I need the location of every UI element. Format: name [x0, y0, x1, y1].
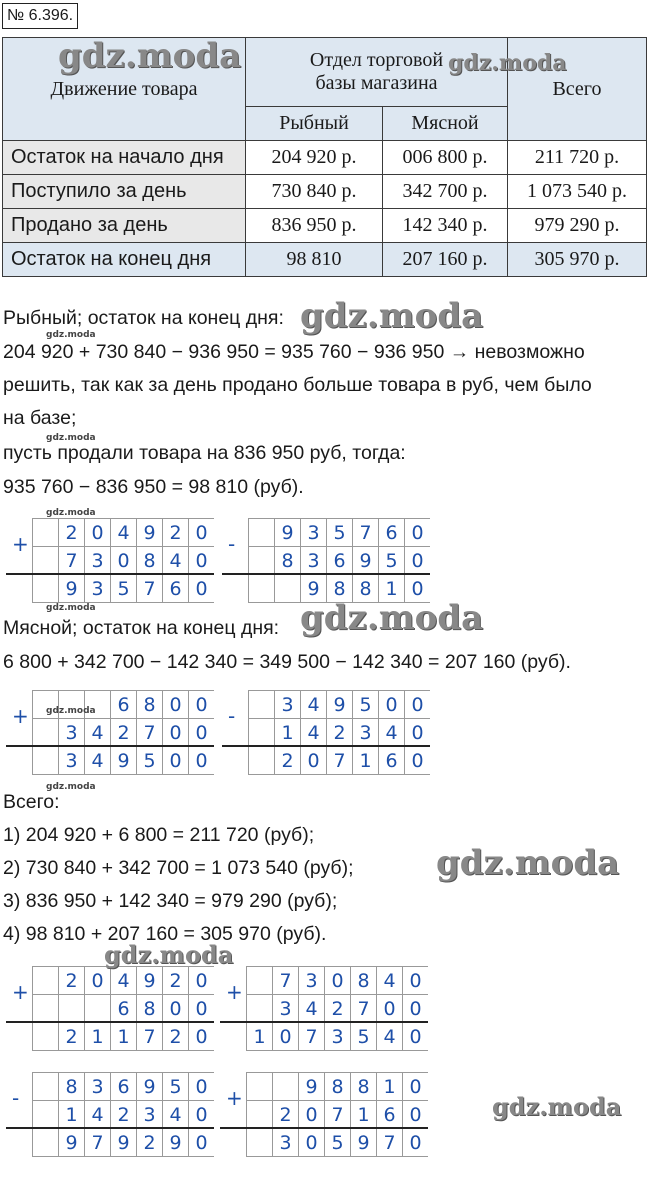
- digit-cell: 3: [84, 574, 110, 602]
- digit-cell: 3: [58, 746, 84, 774]
- digit-cell: 1: [274, 718, 300, 746]
- digit-cell: 7: [58, 546, 84, 574]
- digit-cell: 4: [298, 994, 324, 1022]
- digit-cell: 7: [136, 574, 162, 602]
- cell-meat: 006 800 р.: [383, 141, 508, 175]
- digit-cell: 8: [136, 994, 162, 1022]
- result-line: [6, 1127, 214, 1129]
- digit-cell: 7: [324, 1100, 350, 1128]
- digit-cell: 4: [376, 1022, 402, 1050]
- digit-cell: 0: [404, 546, 430, 574]
- text-line: 6 800 + 342 700 − 142 340 = 349 500 − 142 340 = 207 160 (руб).: [3, 651, 571, 673]
- digit-cell: [32, 1072, 58, 1100]
- digit-cell: 2: [58, 518, 84, 546]
- watermark-small: gdz.moda: [46, 508, 96, 518]
- digit-cell: 6: [378, 746, 404, 774]
- digit-cell: 5: [136, 746, 162, 774]
- digit-cell: 3: [300, 546, 326, 574]
- digit-cell: 3: [324, 1022, 350, 1050]
- digit-cell: [32, 966, 58, 994]
- header-movement: Движение товара: [3, 38, 246, 141]
- digit-cell: 3: [58, 718, 84, 746]
- digit-cell: 5: [162, 1072, 188, 1100]
- digit-cell: [274, 574, 300, 602]
- digit-cell: 9: [110, 746, 136, 774]
- digit-cell: 7: [376, 1128, 402, 1156]
- digit-cell: 0: [402, 1128, 428, 1156]
- digit-cell: 7: [298, 1022, 324, 1050]
- digit-cell: [246, 1100, 272, 1128]
- digit-cell: 4: [84, 718, 110, 746]
- watermark: gdz.moda: [492, 1092, 622, 1121]
- digit-cell: 4: [376, 966, 402, 994]
- minus-sign: -: [12, 1086, 20, 1110]
- digit-cell: 2: [58, 1022, 84, 1050]
- digit-cell: 0: [378, 690, 404, 718]
- watermark: gdz.moda: [300, 598, 484, 638]
- header-department: Отдел торговой базы магазина: [246, 38, 508, 107]
- digit-cell: 0: [188, 546, 214, 574]
- digit-cell: 0: [404, 718, 430, 746]
- digit-cell: 9: [300, 574, 326, 602]
- result-line: [6, 1021, 214, 1023]
- digit-cell: 0: [300, 746, 326, 774]
- grid-bottom-line: [32, 1156, 214, 1157]
- row-label: Продано за день: [3, 209, 246, 243]
- digit-cell: 0: [84, 966, 110, 994]
- digit-cell: 2: [136, 1128, 162, 1156]
- cell-meat: 342 700 р.: [383, 175, 508, 209]
- digit-cell: [248, 746, 274, 774]
- digit-cell: 9: [136, 1072, 162, 1100]
- digit-cell: 2: [324, 994, 350, 1022]
- plus-sign: +: [12, 532, 29, 556]
- digit-cell: 2: [162, 1022, 188, 1050]
- result-line: [222, 573, 430, 575]
- digit-cell: 3: [300, 518, 326, 546]
- watermark: gdz.moda: [58, 36, 242, 76]
- cell-total: 1 073 540 р.: [508, 175, 647, 209]
- grid-bottom-line: [32, 774, 214, 775]
- digit-cell: 0: [402, 966, 428, 994]
- digit-cell: [272, 1072, 298, 1100]
- result-line: [6, 573, 214, 575]
- digit-cell: 6: [378, 518, 404, 546]
- digit-cell: [248, 574, 274, 602]
- digit-cell: 2: [272, 1100, 298, 1128]
- digit-cell: 0: [402, 994, 428, 1022]
- text-line: решить, так как за день продано больше товара в руб, чем было: [3, 374, 592, 396]
- digit-cell: 4: [110, 966, 136, 994]
- plus-sign: +: [12, 980, 29, 1004]
- digit-cell: 4: [300, 718, 326, 746]
- digit-cell: 3: [352, 718, 378, 746]
- digit-cell: 1: [58, 1100, 84, 1128]
- digit-cell: 0: [402, 1100, 428, 1128]
- digit-cell: 0: [298, 1100, 324, 1128]
- digit-cell: 5: [350, 1022, 376, 1050]
- text-line: 204 920 + 730 840 − 936 950 = 935 760 − 936 950 → невозможно: [3, 341, 585, 363]
- digit-cell: 8: [136, 546, 162, 574]
- grid-bottom-line: [246, 1156, 428, 1157]
- digit-cell: 9: [58, 1128, 84, 1156]
- digit-cell: 6: [376, 1100, 402, 1128]
- header-meat: Мясной: [383, 107, 508, 141]
- watermark-small: gdz.moda: [46, 433, 96, 443]
- digit-cell: 1: [352, 746, 378, 774]
- digit-cell: 5: [110, 574, 136, 602]
- grid-bottom-line: [32, 1050, 214, 1051]
- minus-sign: -: [228, 704, 236, 728]
- digit-cell: 7: [326, 746, 352, 774]
- digit-cell: 1: [246, 1022, 272, 1050]
- digit-cell: [32, 1100, 58, 1128]
- digit-cell: 0: [188, 1100, 214, 1128]
- digit-cell: 9: [326, 690, 352, 718]
- digit-cell: 4: [84, 1100, 110, 1128]
- digit-cell: [32, 1128, 58, 1156]
- watermark: gdz.moda: [300, 296, 484, 336]
- cell-meat: 207 160 р.: [383, 243, 508, 277]
- digit-cell: 0: [162, 690, 188, 718]
- digit-cell: 7: [84, 1128, 110, 1156]
- row-label: Остаток на начало дня: [3, 141, 246, 175]
- digit-cell: 2: [110, 1100, 136, 1128]
- digit-cell: 8: [324, 1072, 350, 1100]
- digit-cell: [32, 994, 58, 1022]
- digit-cell: 3: [274, 690, 300, 718]
- table-row: [3, 243, 647, 277]
- digit-cell: 0: [188, 1022, 214, 1050]
- digit-cell: 6: [326, 546, 352, 574]
- watermark-small: gdz.moda: [46, 706, 96, 716]
- text-line: 4) 98 810 + 207 160 = 305 970 (руб).: [3, 923, 327, 945]
- digit-cell: [248, 690, 274, 718]
- table-row: [3, 175, 647, 209]
- digit-cell: 0: [272, 1022, 298, 1050]
- digit-cell: 5: [378, 546, 404, 574]
- watermark-small: gdz.moda: [46, 603, 96, 613]
- digit-cell: 4: [378, 718, 404, 746]
- digit-cell: 8: [136, 690, 162, 718]
- digit-cell: 8: [350, 1072, 376, 1100]
- row-label: Остаток на конец дня: [3, 243, 246, 277]
- minus-sign: -: [228, 532, 236, 556]
- cell-total: 211 720 р.: [508, 141, 647, 175]
- digit-cell: 4: [162, 1100, 188, 1128]
- digit-cell: [246, 1128, 272, 1156]
- digit-cell: 0: [404, 746, 430, 774]
- digit-cell: 0: [162, 994, 188, 1022]
- watermark: gdz.moda: [448, 50, 567, 76]
- digit-cell: 0: [84, 518, 110, 546]
- row-label: Поступило за день: [3, 175, 246, 209]
- cell-fish: 98 810: [246, 243, 383, 277]
- digit-cell: 0: [376, 994, 402, 1022]
- digit-cell: 9: [58, 574, 84, 602]
- digit-cell: 3: [272, 994, 298, 1022]
- digit-cell: 2: [58, 966, 84, 994]
- digit-cell: 6: [162, 574, 188, 602]
- digit-cell: 2: [162, 966, 188, 994]
- digit-cell: 9: [162, 1128, 188, 1156]
- digit-cell: 0: [162, 718, 188, 746]
- digit-cell: [248, 546, 274, 574]
- watermark-small: gdz.moda: [46, 330, 96, 340]
- digit-cell: [246, 1072, 272, 1100]
- digit-cell: 8: [350, 966, 376, 994]
- digit-cell: 9: [352, 546, 378, 574]
- digit-cell: 0: [188, 746, 214, 774]
- digit-cell: 8: [326, 574, 352, 602]
- text-line: 2) 730 840 + 342 700 = 1 073 540 (руб);: [3, 857, 354, 879]
- digit-cell: [32, 546, 58, 574]
- digit-cell: [32, 574, 58, 602]
- digit-cell: 9: [298, 1072, 324, 1100]
- digit-cell: 4: [300, 690, 326, 718]
- header-fish: Рыбный: [246, 107, 383, 141]
- digit-cell: [58, 994, 84, 1022]
- table-row: [3, 141, 647, 175]
- digit-cell: 6: [110, 690, 136, 718]
- digit-cell: 5: [352, 690, 378, 718]
- digit-cell: 0: [188, 690, 214, 718]
- digit-cell: [32, 1022, 58, 1050]
- watermark: gdz.moda: [104, 940, 234, 969]
- digit-cell: 0: [298, 1128, 324, 1156]
- digit-cell: 5: [326, 518, 352, 546]
- digit-cell: 9: [136, 518, 162, 546]
- digit-cell: 1: [378, 574, 404, 602]
- digit-cell: 9: [350, 1128, 376, 1156]
- digit-cell: [246, 994, 272, 1022]
- digit-cell: 1: [110, 1022, 136, 1050]
- problem-number: № 6.396.: [2, 3, 78, 29]
- result-line: [6, 745, 214, 747]
- digit-cell: 0: [404, 518, 430, 546]
- digit-cell: 0: [188, 994, 214, 1022]
- plus-sign: +: [226, 980, 243, 1004]
- digit-cell: 9: [136, 966, 162, 994]
- digit-cell: 2: [274, 746, 300, 774]
- digit-cell: 3: [84, 546, 110, 574]
- digit-cell: 0: [402, 1022, 428, 1050]
- digit-cell: [32, 718, 58, 746]
- digit-cell: 3: [84, 1072, 110, 1100]
- text-line: 935 760 − 836 950 = 98 810 (руб).: [3, 476, 304, 498]
- digit-cell: 0: [324, 966, 350, 994]
- text-line: Всего:: [3, 791, 60, 813]
- result-line: [220, 1127, 428, 1129]
- digit-cell: 4: [110, 518, 136, 546]
- digit-cell: 9: [274, 518, 300, 546]
- digit-cell: 0: [402, 1072, 428, 1100]
- digit-cell: 0: [188, 574, 214, 602]
- result-line: [220, 1021, 428, 1023]
- watermark: gdz.moda: [436, 843, 620, 883]
- digit-cell: 3: [136, 1100, 162, 1128]
- digit-cell: 0: [188, 1072, 214, 1100]
- grid-bottom-line: [248, 774, 430, 775]
- digit-cell: 5: [324, 1128, 350, 1156]
- digit-cell: 2: [110, 718, 136, 746]
- plus-sign: +: [226, 1086, 243, 1110]
- text-line: 1) 204 920 + 6 800 = 211 720 (руб);: [3, 824, 315, 846]
- text-line: Мясной; остаток на конец дня:: [3, 617, 280, 639]
- digit-cell: 7: [350, 994, 376, 1022]
- digit-cell: 8: [352, 574, 378, 602]
- digit-cell: 0: [188, 718, 214, 746]
- digit-cell: 0: [188, 1128, 214, 1156]
- digit-cell: 0: [404, 574, 430, 602]
- digit-cell: 9: [110, 1128, 136, 1156]
- digit-cell: 6: [110, 994, 136, 1022]
- plus-sign: +: [12, 704, 29, 728]
- cell-meat: 142 340 р.: [383, 209, 508, 243]
- header-total: Всего: [508, 38, 647, 141]
- digit-cell: 4: [162, 546, 188, 574]
- digit-cell: 7: [352, 518, 378, 546]
- digit-cell: [32, 518, 58, 546]
- digit-cell: 0: [404, 690, 430, 718]
- digit-cell: 3: [272, 1128, 298, 1156]
- digit-cell: [246, 966, 272, 994]
- cell-fish: 204 920 р.: [246, 141, 383, 175]
- text-line: Рыбный; остаток на конец дня:: [3, 307, 284, 329]
- digit-cell: 8: [274, 546, 300, 574]
- digit-cell: 1: [84, 1022, 110, 1050]
- text-line: на базе;: [3, 407, 77, 429]
- cell-fish: 730 840 р.: [246, 175, 383, 209]
- digit-cell: 0: [188, 518, 214, 546]
- digit-cell: [248, 718, 274, 746]
- cell-fish: 836 950 р.: [246, 209, 383, 243]
- text-line: пусть продали товара на 836 950 руб, тогда:: [3, 442, 406, 464]
- digit-cell: 1: [376, 1072, 402, 1100]
- watermark-small: gdz.moda: [46, 782, 96, 792]
- digit-cell: [84, 994, 110, 1022]
- digit-cell: 7: [272, 966, 298, 994]
- digit-cell: 2: [326, 718, 352, 746]
- digit-cell: 7: [136, 1022, 162, 1050]
- digit-cell: 6: [110, 1072, 136, 1100]
- digit-cell: 2: [162, 518, 188, 546]
- table-row: [3, 209, 647, 243]
- digit-cell: [32, 746, 58, 774]
- digit-cell: 0: [110, 546, 136, 574]
- grid-bottom-line: [246, 1050, 428, 1051]
- digit-cell: 0: [162, 746, 188, 774]
- digit-cell: 0: [188, 966, 214, 994]
- cell-total: 979 290 р.: [508, 209, 647, 243]
- digit-cell: 4: [84, 746, 110, 774]
- digit-cell: 3: [298, 966, 324, 994]
- result-line: [222, 745, 430, 747]
- cell-total: 305 970 р.: [508, 243, 647, 277]
- text-line: 3) 836 950 + 142 340 = 979 290 (руб);: [3, 890, 338, 912]
- digit-cell: 1: [350, 1100, 376, 1128]
- digit-cell: [248, 518, 274, 546]
- digit-cell: 7: [136, 718, 162, 746]
- digit-cell: 8: [58, 1072, 84, 1100]
